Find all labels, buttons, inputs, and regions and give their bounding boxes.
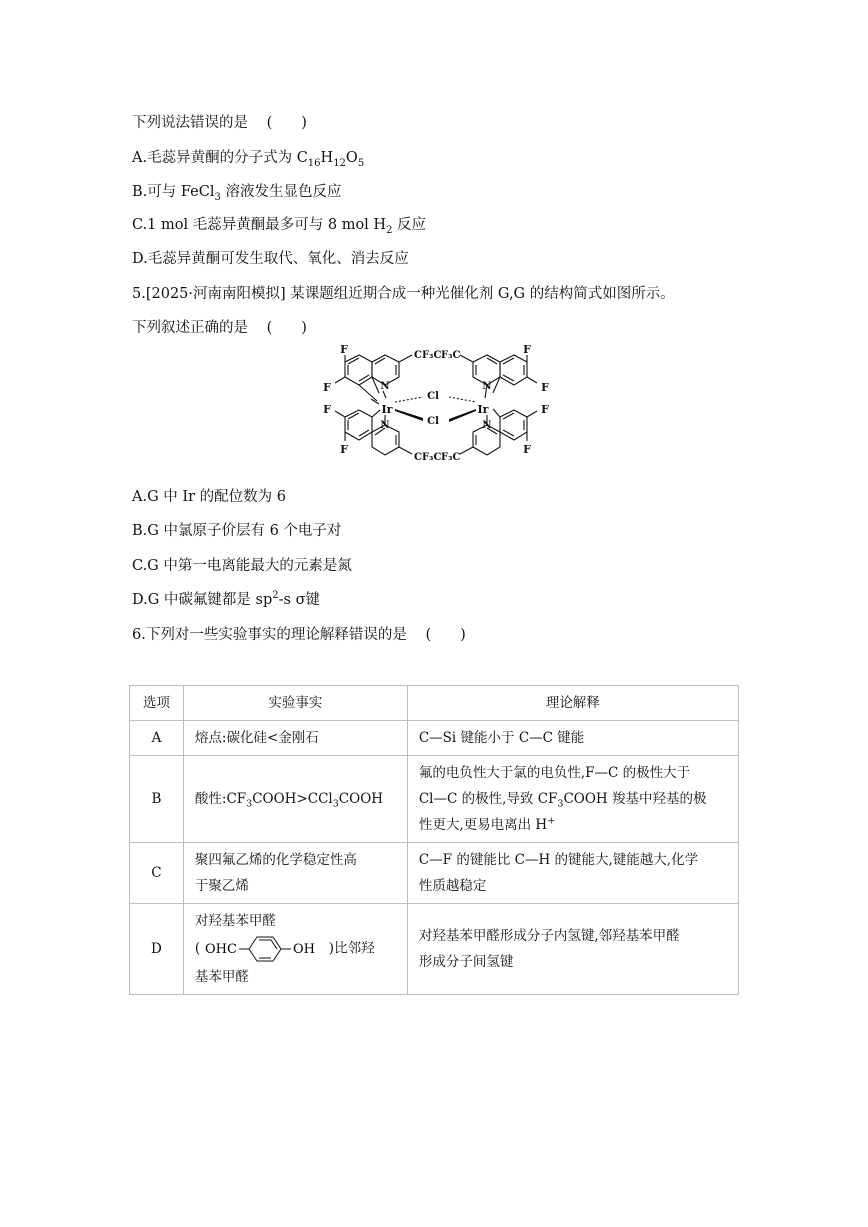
svg-text:OHC: OHC: [204, 942, 237, 957]
atom-label: F: [340, 343, 348, 356]
q4-stem: [132, 113, 307, 133]
q5-option-d: [132, 590, 320, 610]
benzene-ring: [249, 937, 281, 961]
row-fact: 酸性$:CF_3COOH>CCl_3COOH$: [183, 756, 407, 843]
row-fact: 聚四氟乙烯的化学稳定性高 于聚乙烯: [183, 843, 407, 904]
row-explanation: 氟的电负性大于氯的电负性,F—C 的极性大于 Cl—C 的极性,导致 $CF_3COOH$ 羧基中羟基的极 性更大,更易电离出 H+: [407, 756, 738, 843]
row-fact: 熔点:碳化硅<金刚石: [183, 721, 407, 756]
compound-g-structure-figure: [313, 339, 559, 479]
row-explanation: C—Si 键能小于 C—C 键能: [407, 721, 738, 756]
row-option: D: [130, 904, 184, 995]
svg-text:F: F: [323, 403, 331, 416]
superscript: 2: [272, 590, 279, 602]
q4-option-c-rest: 反应: [392, 217, 427, 233]
aryl-ring: [345, 355, 372, 385]
q5-option-c: [132, 556, 352, 576]
q5-stem-line2: [132, 318, 307, 338]
q5-option-a-text: A.G 中 Ir 的配位数为 6: [132, 489, 286, 505]
q6-stem: [132, 625, 466, 645]
table-header-row: [130, 686, 739, 721]
svg-text:F: F: [523, 343, 531, 356]
subscript: 3: [214, 191, 221, 203]
row-explanation: C—F 的键能比 C—H 的键能大,键能越大,化学 性质越稳定: [407, 843, 738, 904]
experiment-table: [129, 685, 739, 995]
table-row: [130, 721, 739, 756]
atom-o: O: [345, 150, 358, 166]
svg-text:CF₃C: CF₃C: [414, 350, 442, 361]
row-option: B: [130, 756, 184, 843]
hydroxybenzaldehyde-structure: [205, 934, 325, 964]
svg-text:F₃C: F₃C: [441, 350, 461, 361]
table-row: [130, 843, 739, 904]
row-option: A: [130, 721, 184, 756]
row-option: C: [130, 843, 184, 904]
row-explanation: 对羟基苯甲醛形成分子内氢键,邻羟基苯甲醛 形成分子间氢键: [407, 904, 738, 995]
subscript: 2: [386, 224, 393, 236]
q4-option-c: [132, 215, 426, 235]
svg-text:Ir: Ir: [381, 403, 393, 416]
svg-text:F: F: [340, 443, 348, 456]
svg-text:F: F: [323, 381, 331, 394]
q5-option-c-text: C.G 中第一电离能最大的元素是氮: [132, 558, 352, 574]
svg-text:N: N: [482, 381, 492, 392]
q5-answer-paren: ( ): [266, 320, 307, 336]
svg-text:Cl: Cl: [427, 416, 439, 427]
q5-stem-line1: [132, 284, 675, 304]
q4-option-b: [132, 182, 341, 202]
q5-option-a: [132, 487, 286, 507]
q5-stem-line2-text: 下列叙述正确的是: [132, 320, 248, 336]
q6-answer-paren: ( ): [425, 627, 466, 643]
q4-option-c-text: C.1 mol 毛蕊异黄酮最多可与 8 mol H: [132, 217, 387, 233]
q4-option-b-rest: 溶液发生显色反应: [220, 184, 342, 200]
header-explanation: 理论解释: [407, 686, 738, 721]
svg-text:Ir: Ir: [477, 403, 489, 416]
q4-option-a-text: A.毛蕊异黄酮的分子式为 C: [132, 150, 308, 166]
svg-text:F₃C: F₃C: [441, 452, 461, 463]
subscript: 12: [333, 157, 346, 169]
subscript: 16: [307, 157, 321, 169]
svg-text:N: N: [380, 381, 390, 392]
q4-answer-paren: ( ): [266, 115, 307, 131]
q5-option-b-text: B.G 中氯原子价层有 6 个电子对: [132, 523, 342, 539]
subscript: 5: [357, 157, 365, 169]
svg-text:Cl: Cl: [427, 391, 439, 402]
header-fact: 实验事实: [183, 686, 407, 721]
svg-text:CF₃C: CF₃C: [414, 452, 442, 463]
svg-text:F: F: [523, 443, 531, 456]
svg-text:OH: OH: [292, 942, 315, 957]
table-row: [130, 904, 739, 995]
q4-stem-text: 下列说法错误的是: [132, 115, 248, 131]
svg-text:F: F: [541, 403, 549, 416]
svg-text:F: F: [541, 381, 549, 394]
q5-option-d-rest: -s σ键: [278, 592, 320, 608]
q4-option-d: [132, 249, 409, 269]
q4-option-b-text: B.可与 FeCl: [132, 184, 215, 200]
header-option: 选项: [130, 686, 184, 721]
svg-text:N: N: [380, 420, 390, 431]
table-row: [130, 756, 739, 843]
q4-option-d-text: D.毛蕊异黄酮可发生取代、氧化、消去反应: [132, 251, 409, 267]
q5-stem-line1-text: 5.[2025·河南南阳模拟] 某课题组近期合成一种光催化剂 G,G 的结构简式如图所示。: [132, 286, 675, 302]
q6-stem-text: 6.下列对一些实验事实的理论解释错误的是: [132, 627, 407, 643]
q5-option-b: [132, 521, 341, 541]
svg-text:N: N: [482, 420, 492, 431]
atom-h: H: [320, 150, 334, 166]
row-fact: 对羟基苯甲醛 ( OHC OH )比邻羟 基苯甲醛: [183, 904, 407, 995]
q4-option-a: [132, 148, 364, 168]
q5-option-d-text: D.G 中碳氟键都是 sp: [132, 592, 273, 608]
